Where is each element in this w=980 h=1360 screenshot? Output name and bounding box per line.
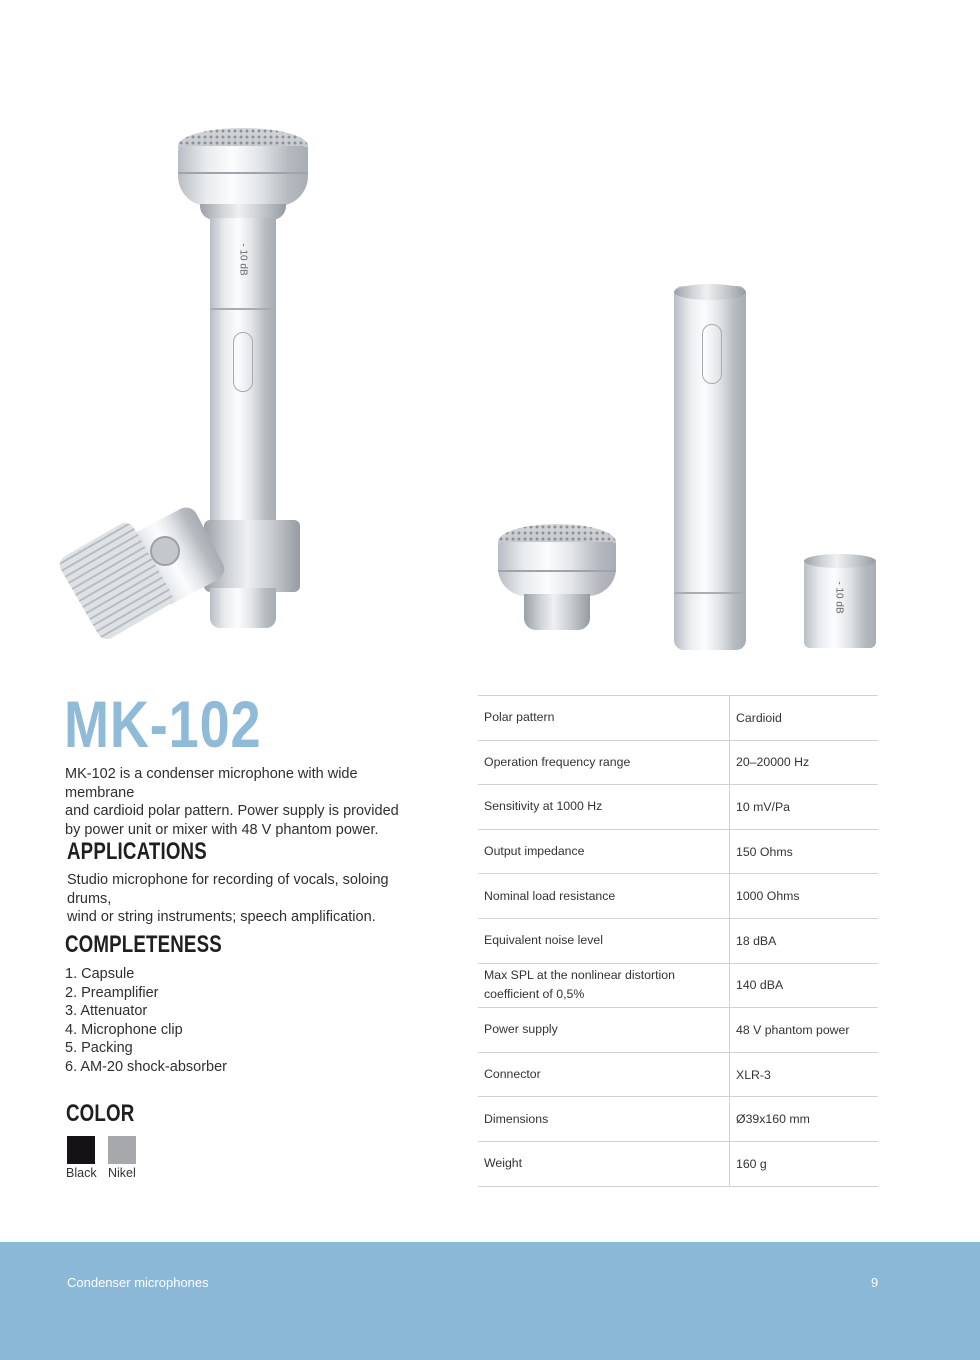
table-row [478,1052,878,1097]
table-row [478,1007,878,1052]
spec-name: Dimensions [484,1111,549,1126]
specifications-table [478,695,878,1187]
spec-value: 140 dBA [736,978,784,993]
product-title: MK-102 [64,687,262,761]
brand-logo [702,324,722,384]
list-item: 4. Microphone clip [65,1021,183,1038]
spec-name: Output impedance [484,844,585,859]
spec-value: 48 V phantom power [736,1022,850,1037]
description-line: by power unit or mixer with 48 V phantom power. [65,821,379,838]
spec-name: Polar pattern [484,710,555,725]
table-row [478,829,878,874]
list-item: 3. Attenuator [65,1003,148,1020]
color-swatch-nikel [108,1136,136,1164]
spec-name: Operation frequency range [484,754,631,769]
footer-band [0,1242,980,1360]
spec-value: 20–20000 Hz [736,755,810,770]
spec-name: Sensitivity at 1000 Hz [484,799,603,814]
description-line: MK-102 is a condenser microphone with wide membrane [65,766,358,801]
list-item: 1. Capsule [65,966,135,982]
table-row [478,784,878,829]
capsule-body [178,146,308,206]
footer-section-title: Condenser microphones [67,1275,209,1290]
spec-name: Connector [484,1067,541,1082]
spec-value: XLR-3 [736,1067,771,1082]
table-row [478,963,878,1008]
spec-value: 160 g [736,1156,767,1171]
spec-value: Ø39x160 mm [736,1112,810,1127]
assembled-microphone-image [60,120,360,640]
applications-text [67,871,427,927]
list-item: 2. Preamplifier [65,984,159,1001]
table-row [478,873,878,918]
color-swatch-black [67,1136,95,1164]
table-row [478,1096,878,1141]
capsule-body [498,542,616,596]
color-heading: COLOR [66,1100,135,1127]
table-row [478,740,878,785]
attenuator-marking: - 10 dB [833,581,845,614]
spec-value: 10 mV/Pa [736,799,790,814]
page-number: 9 [871,1275,879,1290]
applications-heading: APPLICATIONS [67,838,207,865]
spec-value: Cardioid [736,710,782,725]
table-row [478,1141,878,1187]
list-item: 6. AM-20 shock-absorber [65,1058,227,1075]
table-row [478,918,878,963]
list-item: 5. Packing [65,1040,133,1057]
spec-name: Max SPL at the nonlinear distortion coefficient of 0,5% [484,968,675,1002]
color-label-nikel: Nikel [108,1166,136,1180]
spec-name: Weight [484,1156,523,1171]
completeness-list [65,965,227,1077]
completeness-heading: COMPLETENESS [65,931,222,958]
spec-name: Nominal load resistance [484,888,616,903]
attenuator-marking: - 10 dB [237,243,249,276]
spec-name: Equivalent noise level [484,933,603,948]
spec-name: Power supply [484,1022,558,1037]
color-label-black: Black [66,1166,97,1180]
product-description [65,765,425,839]
disassembled-microphone-image [490,280,890,660]
applications-line: Studio microphone for recording of vocals, soloing drums, [67,872,389,907]
table-row [478,695,878,740]
spec-value: 18 dBA [736,933,777,948]
spec-value: 1000 Ohms [736,889,800,904]
brand-logo [233,332,253,392]
applications-line: wind or string instruments; speech amplification. [67,909,376,925]
spec-value: 150 Ohms [736,844,793,859]
description-line: and cardioid polar pattern. Power supply is provided [65,803,399,819]
